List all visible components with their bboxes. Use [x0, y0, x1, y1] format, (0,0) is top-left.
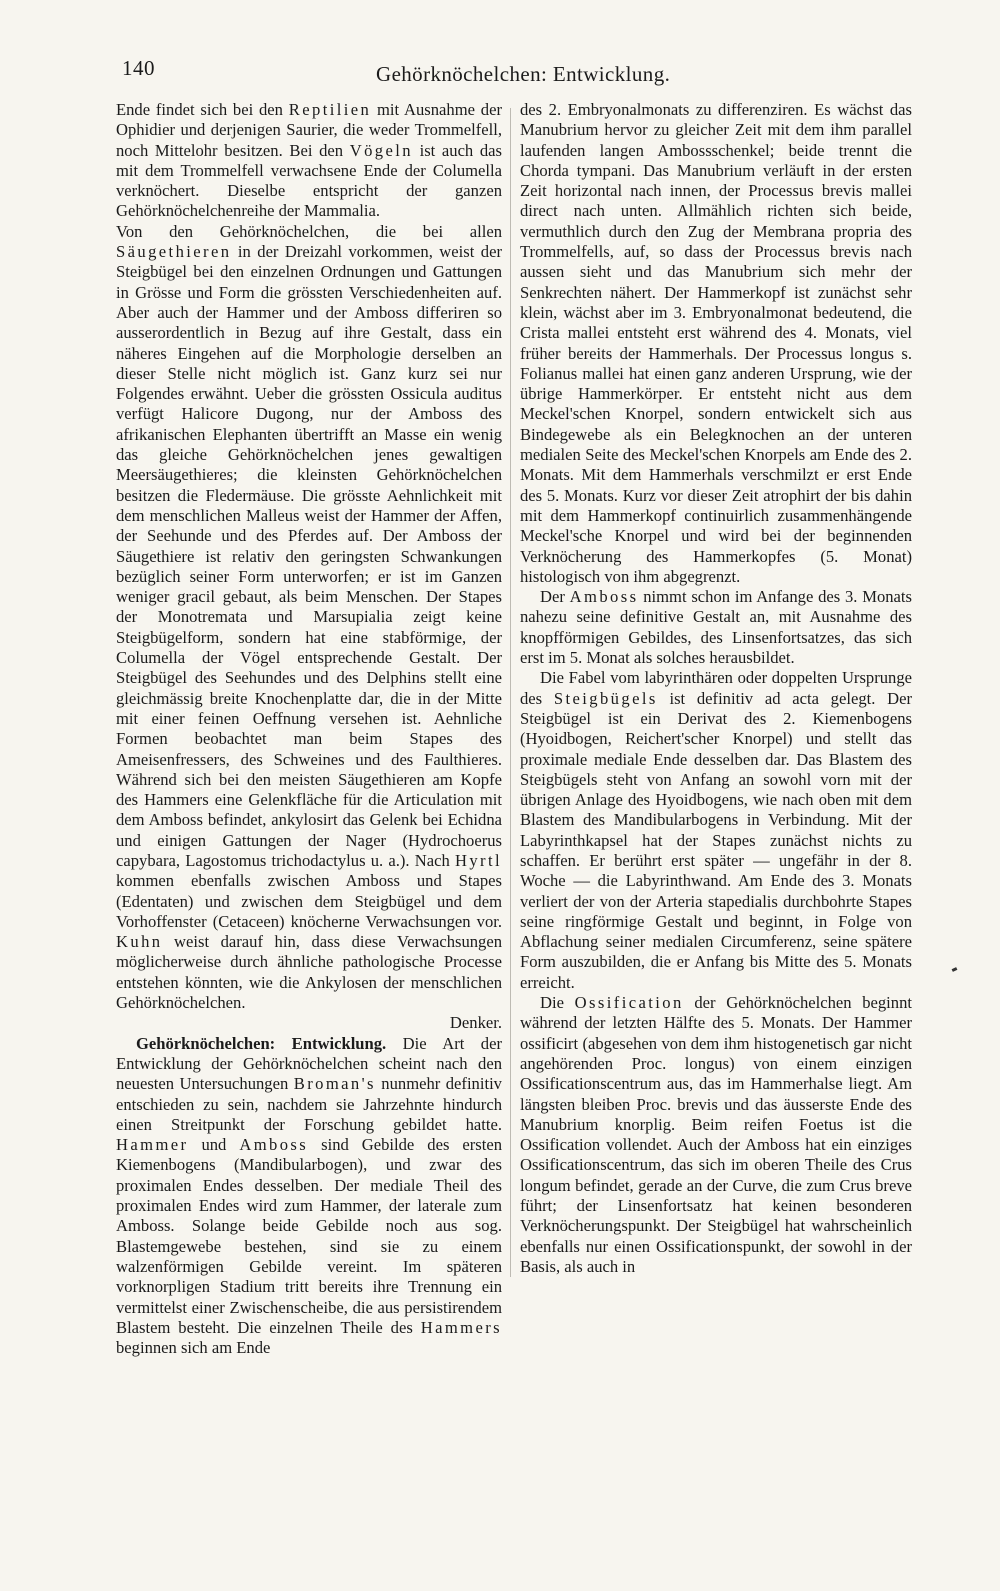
spaced-term: Säugethieren [116, 242, 232, 262]
paragraph [116, 1034, 502, 1359]
spaced-term: Steigbügels [553, 688, 658, 708]
paragraph [116, 222, 502, 1014]
text-run: Von den Gehörknöchelchen, die bei allen [116, 221, 502, 241]
spaced-term: Hammer [116, 1135, 189, 1155]
running-title: Gehörknöchelchen: Entwicklung. [376, 62, 671, 86]
text-run: mit Ausnahme der Ophidier und derjenigen Saurier, die weder Trommelfell, noch Mittelohr besitzen. Bei den [116, 100, 502, 160]
page-number: 140 [122, 56, 155, 80]
text-run: der Gehörknöchelchen beginnt während der letzten Hälfte des 5. Monats. Der Hammer ossificirt (abgesehen von dem ihm histogenetisch gar nicht angehörenden Proc. longus) von einem einzigen Ossificationscentrum aus, das im Hammerhalse liegt. Am längsten bleiben Proc. brevis und das äusserste Ende des Manubrium knorplig. Beim reifen Foetus ist die Ossification vollendet. Auch der Amboss hat ein einziges Ossificationscentrum, das sich im oberen Theile des Crus longum befindet, gerade an der Curve, die zum Crus breve führt; der Linsenfortsatz hat keinen besonderen Verknöcherungspunkt. Der Steigbügel hat wahrscheinlich ebenfalls nur einen Ossificationspunkt, der sowohl in der Basis, als auch in [520, 993, 912, 1276]
column-rule [510, 108, 512, 1277]
text-run: beginnen sich am Ende [116, 1338, 271, 1358]
spaced-term: Hyrtl [454, 850, 502, 870]
text-run: weist darauf hin, dass diese Verwachsungen möglicherweise durch ähnliche pathologische Processe entstehen könnten, wie die Ankylosen der menschlichen Gehörknöchelchen. [116, 932, 502, 1013]
text-run: in der Dreizahl vorkommen, weist der Steigbügel bei den einzelnen Ordnungen und Gattungen in Grösse und Form die grössten Verschiedenheiten auf. Aber auch der Hammer und der Amboss differiren so ausserordentlich in Bezug auf ihre Gestalt, dass ein näheres Eingehen auf die Morphologie derselben an dieser Stelle nicht möglich ist. Ganz kurz sei nur Folgendes erwähnt. Ueber die grössten Ossicula auditus verfügt Halicore Dugong, nur der Amboss des afrikanischen Elephanten übertrifft an Masse ein wenig das gleiche Gehörknöchelchen jenes gewaltigen Meersäugethieres; die kleinsten Gehörknöchelchen besitzen die Fledermäuse. Die grösste Aehnlichkeit mit dem menschlichen Malleus weist der Hammer der Affen, der Seehunde und des Pferdes auf. Der Amboss der Säugethiere ist relativ den geringsten Schwankungen bezüglich seiner Form unterworfen; er ist im Ganzen weniger gracil gebaut, als beim Menschen. Der Stapes der Monotremata und Marsupialia zeigt keine Steigbügelform, sondern hat eine stabförmige, der Columella der Vögel entsprechende Gestalt. Der Steigbügel des Seehundes und des Delphins stellt eine gleichmässig breite Knochenplatte dar, die in der Mitte mit einer feinen Oeffnung versehen ist. Aehnliche Formen beobachtet man beim Stapes des Ameisenfressers, des Schweines und des Faulthieres. Während sich bei den meisten Säugethieren am Kopfe des Hammers eine Gelenkfläche für die Articulation mit dem Amboss befindet, ankylosirt das Gelenk bei Echidna und einigen Gattungen der Nager (Hydrochoerus capybara, Lagostomus trichodactylus u. a.). Nach [116, 242, 502, 870]
text-run: und [188, 1135, 240, 1155]
text-run: Die [540, 993, 575, 1013]
section-heading: Gehörknöchelchen: Entwicklung. [136, 1033, 387, 1053]
text-run: Die Fabel vom labyrinthären oder doppelten Ursprunge des [520, 668, 912, 708]
text-run: Die Art der Entwicklung der Gehörknöchelchen scheint nach den neuesten Untersuchungen [116, 1033, 502, 1094]
spaced-term: Ossification [574, 993, 684, 1013]
paragraph [520, 668, 912, 993]
spaced-term: Broman's [293, 1074, 376, 1094]
text-run: Der [540, 587, 570, 607]
left-column [116, 100, 502, 1358]
right-column [520, 100, 912, 1277]
spaced-term: Amboss [239, 1135, 309, 1155]
signature: Denker. [449, 1013, 502, 1033]
text-run: ist auch das mit dem Trommelfell verwachsene Ende der Columella verknöchert. Dieselbe entspricht der ganzen Gehörknöchelchenreihe der Mammalia. [116, 140, 502, 221]
paragraph [520, 587, 912, 668]
stray-mark [952, 967, 958, 972]
spaced-term: Reptilien [288, 100, 372, 119]
paragraph [520, 993, 912, 1277]
spaced-term: Vögeln [349, 140, 413, 160]
text-run: Ende findet sich bei den [116, 100, 289, 119]
text-run: sind Gebilde des ersten Kiemenbogens (Mandibularbogen), und zwar des proximalen Endes desselben. Der mediale Theil des proximalen Endes wird zum Hammer, der laterale zum Amboss. Solange beide Gebilde noch aus sog. Blastemgewebe bestehen, sind sie zu einem walzenförmigen Gebilde vereint. Im späteren vorknorpligen Stadium tritt bereits ihre Trennung ein vermittelst einer Zwischenscheibe, die aus persistirendem Blastem besteht. Die einzelnen Theile des [116, 1135, 502, 1337]
text-run: ist definitiv ad acta gelegt. Der Steigbügel ist ein Derivat des 2. Kiemenbogens (Hyoidbogen, Reichert'scher Knorpel) und stellt das proximale mediale Ende desselben dar. Das Blastem des Steigbügels steht von Anfang an sowohl vorn mit der übrigen Anlage des Hyoidbogens, wie nach oben mit dem Blastem des Mandibularbogens in Verbindung. Mit der Labyrinthkapsel hat der Stapes zunächst nichts zu schaffen. Er berührt erst später — ungefähr in der 8. Woche — die Labyrinthwand. Am Ende des 3. Monats verliert der von der Arteria stapedialis durchbohrte Stapes seine ringförmige Gestalt und beginnt, in Folge von Abflachung seiner medialen Circumferenz, seine spätere Form auszubilden, die er Anfang bis Mitte des 5. Monats erreicht. [520, 688, 912, 992]
spaced-term: Amboss [569, 587, 639, 607]
paragraph: des 2. Embryonalmonats zu differenziren. Es wächst das Manubrium hervor zu gleicher Zeit mit dem ihm parallel laufenden langen Ambossschenkel; beide trennt die Chorda tympani. Das Manubrium verläuft in der ersten Zeit horizontal nach innen, der Processus brevis mallei direct nach unten. Allmählich richten sich beide, vermuthlich durch den Zug der Membrana propria des Trommelfells, auf, so dass der Processus brevis nach aussen sieht und das Manubrium sich mehr der Senkrechten nähert. Der Hammerkopf ist zunächst sehr klein, wächst aber im 3. Embryonalmonat bedeutend, die Crista mallei entsteht erst während des 4. Monats, viel früher bereits der Hammerhals. Der Processus longus s. Folianus mallei hat einen ganz anderen Ursprung, wie der übrige Hammerkörper. Er entsteht nicht aus dem Meckel'schen Knorpel, sondern entwickelt sich aus Bindegewebe als ein Belegknochen an der unteren medialen Seite des Meckel'schen Knorpels am Ende des 2. Monats. Mit dem Hammerhals verschmilzt er erst Ende des 5. Monats. Kurz vor dieser Zeit atrophirt der bis dahin mit dem Hammerkopf continuirlich zusammenhängende Meckel'sche Knorpel und wird bei der beginnenden Verknöcherung des Hammerkopfes (5. Monat) histologisch von ihm abgegrenzt. [520, 100, 912, 586]
text-run: kommen ebenfalls zwischen Amboss und Stapes (Edentaten) und zwischen dem Steigbügel und dem Vorhoffenster (Cetaceen) knöcherne Verwachsungen vor. [116, 871, 502, 931]
spaced-term: Kuhn [116, 932, 163, 952]
paragraph [116, 100, 502, 222]
text-run: nimmt schon im Anfange des 3. Monats nahezu seine definitive Gestalt an, mit Ausnahme des knopfförmigen Gebildes, des Linsenfortsatzes, das sich erst im 5. Monat als solches herausbildet. [520, 587, 912, 668]
text-run: nunmehr definitiv entschieden zu sein, nachdem sie Jahrzehnte hindurch einen Streitpunkt der Forschung gebildet hatte. [116, 1074, 502, 1134]
spaced-term: Hammers [420, 1317, 502, 1337]
